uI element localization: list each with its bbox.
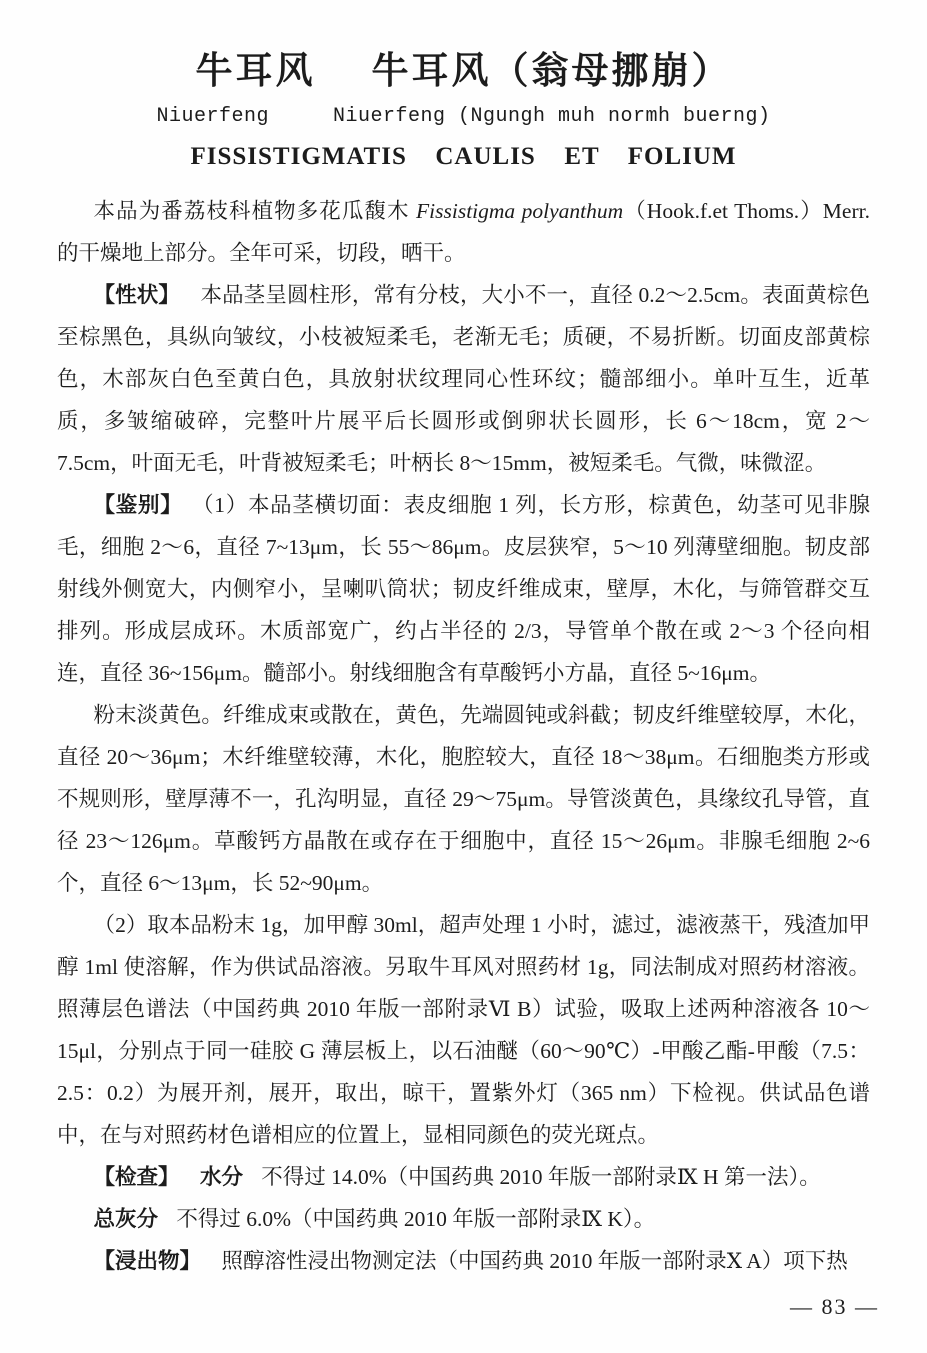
ash-text: 不得过 6.0%（中国药典 2010 年版一部附录Ⅸ K）。 — [176, 1207, 656, 1231]
monograph-body — [57, 190, 870, 1282]
identification-2-text: （2）取本品粉末 1g，加甲醇 30ml，超声处理 1 小时，滤过，滤液蒸干，残渣加甲醇 1ml 使溶解，作为供试品溶液。另取牛耳风对照药材 1g，同法制成对照药材溶液。照薄层色谱法（中国药典 2010 年版一部附录Ⅵ B）试验，吸取上述两种溶液各 10～15μl，分别点于同一硅胶 G 薄层板上，以石油醚（60～90℃）-甲酸乙酯-甲酸（7.5：2.5：0.2）为展开剂，展开，取出，晾干，置紫外灯（365 nm）下检视。供试品色谱中，在与对照药材色谱相应的位置上，显相同颜色的荧光斑点。 — [57, 913, 870, 1147]
latin-drug-title: FISSISTIGMATIS CAULIS ET FOLIUM — [190, 143, 737, 170]
origin-text-post: （Hook.f.et Thoms.）Merr. 的干燥地上部分。全年可采，切段，晒干。 — [57, 199, 870, 265]
botanical-latin-name: Fissistigma polyanthum — [416, 199, 624, 223]
section-head-character: 【性状】 — [93, 283, 181, 307]
section-head-extract: 【浸出物】 — [93, 1249, 202, 1273]
pinyin-right: Niuerfeng (Ngungh muh normh buerng) — [332, 105, 771, 128]
check-text: 不得过 14.0%（中国药典 2010 年版一部附录Ⅸ H 第一法）。 — [261, 1165, 821, 1189]
paragraph-check — [57, 1156, 870, 1198]
identification-1-text: （1）本品茎横切面：表皮细胞 1 列，长方形，棕黄色，幼茎可见非腺毛，细胞 2～6，直径 7~13μm，长 55～86μm。皮层狭窄，5～10 列薄壁细胞。韧皮部射线外侧宽大，内侧窄小，呈喇叭筒状；韧皮纤维成束，壁厚，木化，与筛管群交互排列。形成层成环。木质部宽广，约占半径的 2/3，导管单个散在或 2～3 个径向相连，直径 36~156μm。髓部小。射线细胞含有草酸钙小方晶，直径 5~16μm。 — [57, 493, 870, 685]
powder-text: 粉末淡黄色。纤维成束或散在，黄色，先端圆钝或斜截；韧皮纤维壁较厚，木化，直径 20～36μm；木纤维壁较薄，木化，胞腔较大，直径 18～38μm。石细胞类方形或不规则形，壁厚薄不一，孔沟明显，直径 29～75μm。导管淡黄色，具缘纹孔导管，直径 23～126μm。草酸钙方晶散在或存在于细胞中，直径 15～26μm。非腺毛细胞 2~6 个，直径 6～13μm，长 52~90μm。 — [57, 703, 870, 895]
paragraph-identification-1 — [57, 484, 870, 694]
page-number: — 83 — — [790, 1294, 879, 1319]
subhead-total-ash: 总灰分 — [93, 1207, 159, 1231]
character-text: 本品茎呈圆柱形，常有分枝，大小不一，直径 0.2～2.5cm。表面黄棕色至棕黑色，具纵向皱纹，小枝被短柔毛，老渐无毛；质硬，不易折断。切面皮部黄棕色，木部灰白色至黄白色，具放射状纹理同心性环纹；髓部细小。单叶互生，近革质，多皱缩破碎，完整叶片展平后长圆形或倒卵状长圆形，长 6～18cm，宽 2～7.5cm，叶面无毛，叶背被短柔毛；叶柄长 8～15mm，被短柔毛。气微，味微涩。 — [57, 283, 870, 475]
subhead-moisture: 水分 — [199, 1165, 243, 1189]
paragraph-origin — [57, 190, 870, 274]
origin-text-pre: 本品为番荔枝科植物多花瓜馥木 — [93, 199, 417, 223]
title-cn-right: 牛耳风（翁母挪崩） — [371, 50, 732, 91]
title-cn-left: 牛耳风 — [195, 50, 316, 91]
paragraph-powder — [57, 694, 870, 904]
pinyin-row — [57, 105, 870, 128]
page-title — [57, 40, 870, 94]
paragraph-character — [57, 274, 870, 484]
paragraph-identification-2 — [57, 904, 870, 1156]
section-head-check: 【检查】 — [93, 1165, 180, 1189]
pinyin-left: Niuerfeng — [156, 105, 269, 128]
section-head-identification: 【鉴别】 — [93, 493, 183, 517]
paragraph-ash — [57, 1198, 870, 1240]
extract-text: 照醇溶性浸出物测定法（中国药典 2010 年版一部附录Ⅹ A）项下热 — [221, 1249, 848, 1273]
paragraph-extract — [57, 1240, 870, 1282]
